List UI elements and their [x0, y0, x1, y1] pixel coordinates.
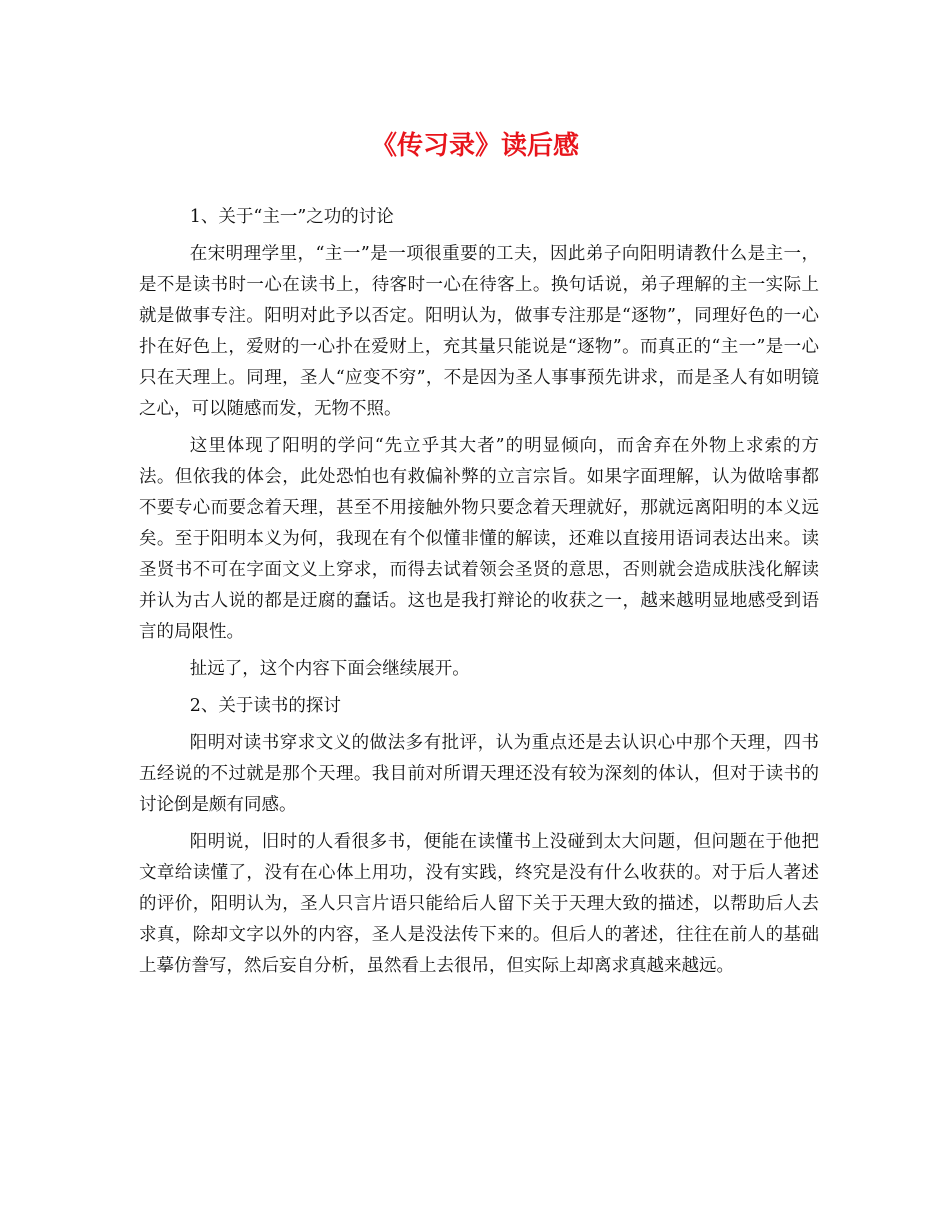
section-heading-1: 1、关于“主一”之功的讨论: [189, 207, 394, 227]
document-body: [139, 202, 819, 988]
paragraph: 这里体现了阳明的学问“先立乎其大者”的明显倾向，而舍弃在外物上求索的方法。但依我的体会，此处恐怕也有救偏补弊的立言宗旨。如果字面理解，认为做啥事都不要专心而要念着天理，甚至不用接触外物只要念着天理就好，那就远离阳明的本义远矣。至于阳明本义为何，我现在有个似懂非懂的解读，还难以直接用语词表达出来。读圣贤书不可在字面文义上穿求，而得去试着领会圣贤的意思，否则就会造成肤浅化解读并认为古人说的都是迂腐的蠢话。这也是我打辩论的收获之一，越来越明显地感受到语言的局限性。: [139, 436, 819, 642]
paragraph: 在宋明理学里，“主一”是一项很重要的工夫，因此弟子向阳明请教什么是主一，是不是读书时一心在读书上，待客时一心在待客上。换句话说，弟子理解的主一实际上就是做事专注。阳明对此予以否定。阳明认为，做事专注那是“逐物”，同理好色的一心扑在好色上，爱财的一心扑在爱财上，充其量只能说是“逐物”。而真正的“主一”是一心只在天理上。同理，圣人“应变不穷”，不是因为圣人事事预先讲求，而是圣人有如明镜之心，可以随感而发，无物不照。: [139, 244, 819, 419]
document-title: 《传习录》读后感: [370, 131, 579, 161]
paragraph: 阳明说，旧时的人看很多书，便能在读懂书上没碰到太大问题，但问题在于他把文章给读懂了，没有在心体上用功，没有实践，终究是没有什么收获的。对于后人著述的评价，阳明认为，圣人只言片语只能给后人留下关于天理大致的描述，以帮助后人去求真，除却文字以外的内容，圣人是没法传下来的。但后人的著述，往往在前人的基础上摹仿誊写，然后妄自分析，虽然看上去很吊，但实际上却离求真越来越远。: [139, 832, 819, 976]
paragraph: 阳明对读书穿求文义的做法多有批评，认为重点还是去认识心中那个天理，四书五经说的不过就是那个天理。我目前对所谓天理还没有较为深刻的体认，但对于读书的讨论倒是颇有同感。: [139, 733, 819, 815]
section-heading-2: 2、关于读书的探讨: [189, 696, 341, 716]
paragraph: 扯远了，这个内容下面会继续展开。: [189, 659, 470, 679]
